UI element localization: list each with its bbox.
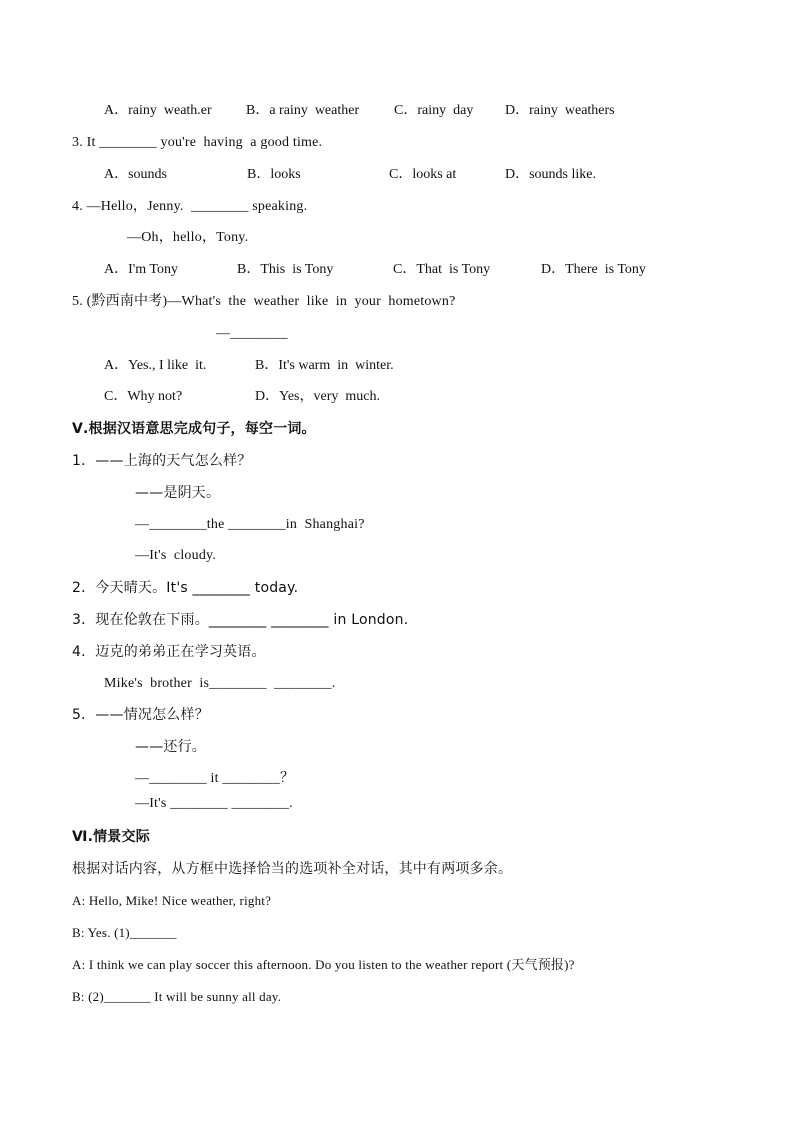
section6-instruction: 根据对话内容，从方框中选择恰当的选项补全对话，其中有两项多余。 [72,861,513,877]
q2-option-a: A．rainy weath.er [104,103,212,118]
q3-option-b: B．looks [247,167,301,182]
q5-option-d: D．Yes，very much. [255,389,380,404]
section5-s1-english: —________the ________in Shanghai? [135,517,365,532]
section5-s5-chinese: 5．——情况怎么样？ [72,707,209,723]
q3-option-d: D．sounds like. [505,167,596,182]
dialogue-line-2: B: Yes. (1)_______ [72,925,177,940]
q5-answer-blank: —________ [216,326,288,341]
section5-s5-english: —________ it ________？ [135,771,295,786]
section6-title: Ⅵ.情景交际 [72,829,150,845]
q4-option-a: A．I'm Tony [104,262,179,277]
q4-option-b: B．This is Tony [237,262,334,277]
section5-s1-english-reply: —It's cloudy. [135,548,217,563]
section5-s5-english-reply: —It's ________ ________. [135,796,293,811]
dialogue-line-1: A: Hello, Mike! Nice weather, right? [72,893,272,908]
q3-option-a: A．sounds [104,167,168,182]
section5-s2: 2．今天晴天。It's ________ today. [72,580,299,596]
section5-s4-chinese: 4．迈克的弟弟正在学习英语。 [72,644,266,660]
section5-title: Ⅴ.根据汉语意思完成句子，每空一词。 [72,421,316,437]
q3-stem: 3. It ________ you're having a good time. [72,135,323,150]
q5-option-b: B．It's warm in winter. [255,358,394,373]
q2-option-c: C．rainy day [394,103,474,118]
dialogue-line-3: A: I think we can play soccer this afternoon. Do you listen to the weather report (天气预报)? [72,957,575,972]
q5-option-a: A．Yes., I like it. [104,358,207,373]
dialogue-line-4: B: (2)_______ It will be sunny all day. [72,989,282,1004]
q2-option-d: D．rainy weathers [505,103,615,118]
q3-option-c: C．looks at [389,167,457,182]
q2-option-b: B．a rainy weather [246,103,360,118]
section5-s1-chinese-reply: ——是阴天。 [135,485,221,501]
q5-option-c: C．Why not? [104,389,183,404]
section5-s4-english: Mike's brother is________ ________. [104,676,336,691]
q5-stem: 5. (黔西南中考)—What's the weather like in your hometown? [72,294,456,309]
section5-s1-chinese: 1．——上海的天气怎么样？ [72,453,252,469]
q4-option-d: D．There is Tony [541,262,646,277]
q4-reply: —Oh，hello，Tony. [127,230,249,245]
q4-option-c: C．That is Tony [393,262,491,277]
section5-s5-chinese-reply: ——还行。 [135,739,206,755]
section5-s3: 3．现在伦敦在下雨。________ ________ in London. [72,612,409,628]
q4-stem: 4. —Hello，Jenny. ________ speaking. [72,199,308,214]
